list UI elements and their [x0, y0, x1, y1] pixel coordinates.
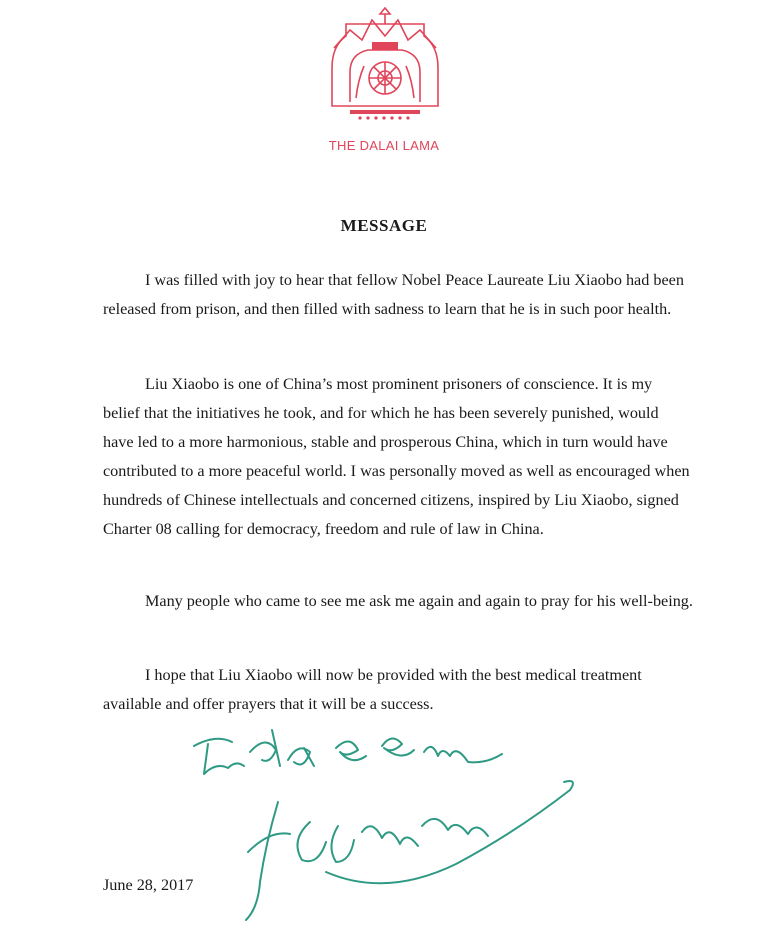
handwritten-signature [186, 722, 586, 927]
paragraph-4: I hope that Liu Xiaobo will now be provided with the best medical treatment available and offer prayers that it will be a success. [103, 666, 642, 713]
paragraph-1: I was filled with joy to hear that fellow Nobel Peace Laureate Liu Xiaobo had been released from prison, and then filled with sadness to learn that he is in such poor health. [103, 271, 684, 318]
letterhead-name: THE DALAI LAMA [328, 138, 440, 153]
paragraph-2: Liu Xiaobo is one of China’s most prominent prisoners of conscience. It is my belief that the initiatives he took, and for which he has been severely punished, would have led to a more harmonious, stable and prosperous China, which in turn would have contributed to a more peaceful world. I was personally moved as well as encouraged when hundreds of Chinese intellectuals and concerned citizens, inspired by Liu Xiaobo, signed Charter 08 calling for democracy, freedom and rule of law in China. [103, 375, 690, 538]
dalai-lama-seal-emblem [320, 6, 450, 124]
message-title: MESSAGE [340, 216, 428, 235]
letter-date: June 28, 2017 [103, 876, 194, 894]
paragraph-3: Many people who came to see me ask me again and again to pray for his well-being. [145, 592, 693, 610]
